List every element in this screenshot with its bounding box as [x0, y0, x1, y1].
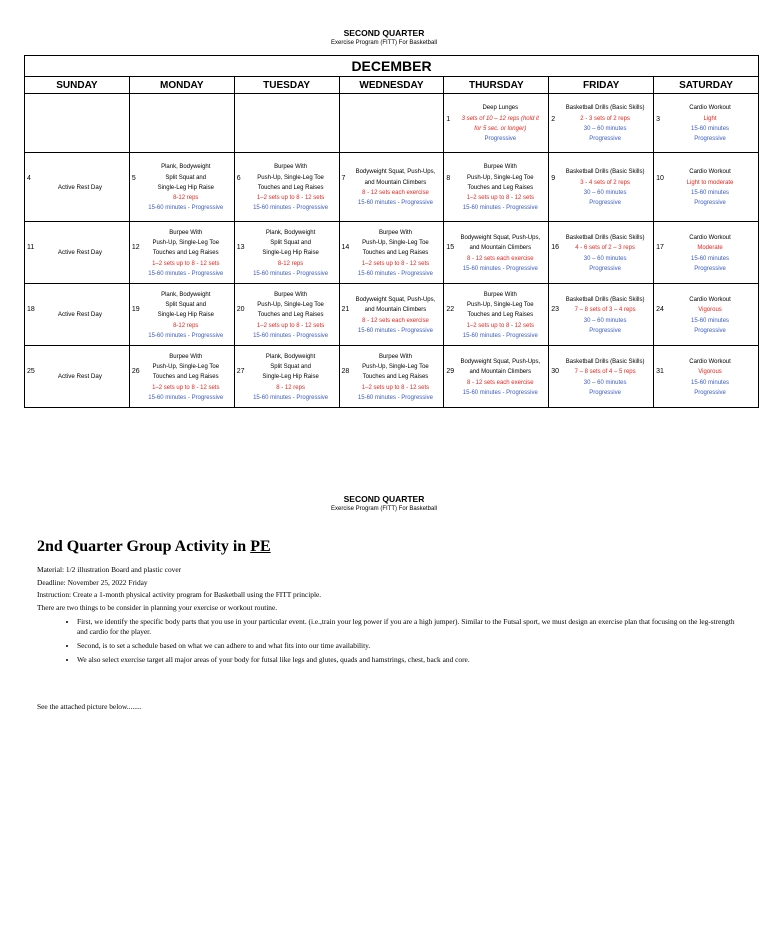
day-number: 5 [131, 175, 136, 182]
activity-line: Split Squat and [270, 240, 311, 247]
day-activity [130, 288, 234, 341]
day-activity [654, 165, 758, 208]
calendar-week-row [25, 346, 759, 408]
activity-line: 15-60 minutes - Progressive [357, 270, 433, 277]
activity-line: Light to moderate [686, 179, 734, 186]
activity-line: Plank, Bodyweight [265, 353, 316, 360]
activity-line: for 5 sec. or longer) [474, 126, 527, 132]
activity-line: Push-Up, Single-Leg Toe [257, 302, 324, 309]
rest-day-label: Active Rest Day [57, 373, 102, 380]
activity-line: Single-Leg Hip Raise [157, 184, 214, 191]
activity-line: 15-60 minutes - Progressive [253, 332, 329, 339]
day-activity [340, 226, 444, 279]
day-number: 10 [656, 175, 664, 182]
day-cell [444, 346, 549, 408]
day-number: 18 [27, 306, 35, 313]
day-number: 14 [341, 244, 350, 251]
weekday-header-monday: MONDAY [129, 77, 234, 94]
calendar-week-row [25, 222, 759, 284]
activity-line: Bodyweight Squat, Push-Ups, [460, 358, 541, 365]
activity-line: Progressive [589, 327, 621, 334]
day-activity [549, 293, 653, 336]
activity-line: Push-Up, Single-Leg Toe [152, 240, 220, 247]
day-activity [444, 288, 548, 341]
day-number: 8 [446, 175, 451, 182]
activity-line: Push-Up, Single-Leg Toe [257, 174, 324, 181]
weekday-header-row [25, 77, 759, 94]
activity-line: Cardio Workout [689, 105, 731, 112]
activity-line: 30 – 60 minutes [583, 190, 627, 196]
activity-line: Burpee With [274, 291, 308, 298]
activity-line: 3 sets of 10 – 12 reps (hold it [461, 115, 539, 122]
day-activity [130, 226, 234, 279]
day-number: 11 [27, 244, 35, 251]
activity-line: Push-Up, Single-Leg Toe [152, 364, 220, 371]
day-activity [549, 231, 653, 274]
activity-line: Push-Up, Single-Leg Toe [466, 174, 534, 181]
activity-line: 15-60 minutes [691, 317, 730, 324]
activity-line: Touches and Leg Raises [152, 250, 219, 257]
day-number: 19 [131, 306, 140, 313]
activity-line: 8 - 12 sets each exercise [362, 190, 429, 196]
day-activity [130, 160, 234, 213]
day-cell [654, 94, 759, 153]
header-title-2: SECOND QUARTER [343, 494, 425, 504]
weekday-header-sunday: SUNDAY [25, 77, 130, 94]
guideline-list [37, 617, 737, 665]
day-activity [444, 355, 548, 398]
day-cell [444, 153, 549, 222]
activity-line: Basketball Drills (Basic Skills) [565, 296, 645, 303]
activity-line: Plank, Bodyweight [161, 291, 211, 298]
activity-line: Progressive [694, 136, 726, 143]
intro-line: There are two things to be consider in planning your exercise or workout routine. [37, 602, 278, 612]
day-cell [129, 284, 234, 346]
activity-line: 30 – 60 minutes [583, 317, 627, 324]
guideline-item: • Second, is to set a schedule based on what we can adhere to and what fits into our time availability. [77, 641, 737, 651]
day-activity [130, 350, 234, 403]
day-cell [25, 346, 130, 408]
rest-day-label: Active Rest Day [57, 183, 102, 191]
activity-line: Burpee With [483, 164, 517, 171]
activity-line: 30 – 60 minutes [583, 255, 627, 262]
activity-line: 15-60 minutes - Progressive [462, 205, 538, 212]
day-number: 6 [236, 175, 241, 182]
activity-line: 15-60 minutes [691, 255, 730, 262]
day-number: 1 [446, 116, 451, 123]
header-title: SECOND QUARTER [343, 28, 425, 38]
activity-line: 8 - 12 sets each exercise [362, 317, 429, 324]
instruction-line: Instruction: Create a 1-month physical activity program for Basketball using the FITT principle. [37, 590, 322, 599]
activity-line: Single-Leg Hip Raise [157, 312, 214, 319]
day-activity [235, 160, 339, 213]
activity-line: 15-60 minutes - Progressive [462, 332, 538, 339]
day-cell [339, 346, 444, 408]
activity-line: Touches and Leg Raises [362, 374, 429, 381]
activity-line: Progressive [694, 327, 726, 334]
day-activity [340, 293, 444, 336]
day-cell [549, 94, 654, 153]
weekday-header-thursday: THURSDAY [444, 77, 549, 94]
activity-line: 15-60 minutes - Progressive [357, 394, 433, 401]
day-cell [549, 153, 654, 222]
day-cell [25, 94, 130, 153]
activity-line: 8-12 reps [277, 260, 304, 267]
day-activity [444, 101, 548, 144]
activity-line: Split Squat and [165, 174, 207, 181]
activity-line: 15-60 minutes - Progressive [253, 205, 329, 212]
calendar-weeks [25, 94, 759, 408]
activity-line: Touches and Leg Raises [257, 312, 324, 319]
day-activity [235, 350, 339, 403]
activity-line: 1–2 sets up to 8 - 12 sets [152, 260, 220, 267]
day-cell [339, 222, 444, 284]
day-cell [654, 346, 759, 408]
activity-line: Burpee With [483, 291, 517, 298]
activity-line: Push-Up, Single-Leg Toe [362, 364, 429, 371]
activity-line: Progressive [589, 200, 621, 207]
activity-line: Basketball Drills (Basic Skills) [565, 234, 645, 241]
activity-line: 1–2 sets up to 8 - 12 sets [361, 384, 430, 391]
day-activity [549, 165, 653, 208]
activity-line: 15-60 minutes [691, 190, 730, 196]
day-cell [234, 346, 339, 408]
activity-line: 15-60 minutes - Progressive [253, 394, 329, 401]
day-number: 15 [446, 244, 455, 251]
activity-line: 30 – 60 minutes [583, 379, 627, 386]
calendar-table [24, 55, 759, 408]
activity-line: Vigorous [698, 369, 722, 376]
activity-line: and Mountain Climbers [469, 245, 532, 252]
day-activity [549, 101, 653, 144]
activity-line: Single-Leg Hip Raise [262, 374, 319, 381]
day-cell [339, 284, 444, 346]
activity-line: 3 - 4 sets of 2 reps [580, 179, 630, 186]
activity-line: 1–2 sets up to 8 - 12 sets [466, 322, 534, 329]
day-number: 23 [551, 306, 560, 313]
day-number: 29 [446, 368, 455, 375]
day-number: 3 [656, 116, 660, 123]
activity-line: Touches and Leg Raises [467, 312, 534, 319]
day-cell [654, 153, 759, 222]
activity-line: Touches and Leg Raises [152, 374, 219, 381]
day-cell [25, 222, 130, 284]
day-cell [549, 222, 654, 284]
day-cell [654, 284, 759, 346]
day-activity [654, 101, 758, 144]
material-line: Material: 1/2 illustration Board and plastic cover [37, 565, 182, 574]
activity-line: Bodyweight Squat, Push-Ups, [355, 169, 436, 176]
activity-line: 8 - 12 sets each exercise [466, 379, 534, 386]
activity-line: 8 - 12 sets each exercise [466, 255, 534, 262]
day-cell [25, 153, 130, 222]
weekday-header-tuesday: TUESDAY [234, 77, 339, 94]
day-number: 7 [341, 175, 346, 182]
calendar-week-row [25, 284, 759, 346]
day-activity [654, 293, 758, 336]
activity-line: 8-12 reps [173, 322, 199, 329]
day-activity [340, 165, 444, 208]
day-number: 30 [551, 368, 560, 375]
activity-line: Progressive [484, 136, 517, 143]
activity-line: 15-60 minutes - Progressive [148, 394, 224, 401]
activity-line: Basketball Drills (Basic Skills) [565, 105, 645, 112]
activity-line: 15-60 minutes - Progressive [148, 270, 224, 277]
day-number: 16 [551, 244, 560, 251]
weekday-header-wednesday: WEDNESDAY [339, 77, 444, 94]
day-cell [339, 94, 444, 153]
activity-line: Progressive [589, 265, 621, 272]
day-cell [129, 346, 234, 408]
activity-line: 15-60 minutes - Progressive [357, 200, 433, 207]
activity-line: 2 - 3 sets of 2 reps [580, 115, 630, 122]
activity-line: 7 – 8 sets of 4 – 5 reps [574, 369, 636, 376]
deadline-line: Deadline: November 25, 2022 Friday [37, 577, 148, 587]
day-cell [25, 284, 130, 346]
activity-line: Moderate [697, 245, 723, 252]
day-number: 25 [27, 368, 35, 375]
day-activity [340, 350, 444, 403]
activity-line: Vigorous [698, 307, 722, 314]
day-activity [654, 355, 758, 398]
activity-line: Plank, Bodyweight [265, 229, 316, 236]
heading-pe: PE [250, 538, 271, 555]
activity-line: Burpee With [378, 353, 412, 360]
day-number: 4 [27, 175, 31, 182]
day-number: 24 [656, 306, 664, 313]
day-cell [129, 153, 234, 222]
activity-line: Burpee With [169, 353, 203, 360]
activity-line: Progressive [589, 389, 621, 396]
activity-line: Split Squat and [270, 364, 311, 371]
see-attached-text: See the attached picture below........ [37, 702, 142, 711]
day-cell [549, 284, 654, 346]
day-cell [444, 284, 549, 346]
activity-line: Basketball Drills (Basic Skills) [565, 169, 645, 176]
day-number: 13 [236, 244, 245, 251]
header-subtitle-2: Exercise Program (FITT) For Basketball [330, 506, 438, 512]
day-cell [339, 153, 444, 222]
activity-line: Push-Up, Single-Leg Toe [466, 302, 534, 309]
calendar-week-row [25, 94, 759, 153]
activity-line: Split Squat and [165, 302, 207, 309]
activity-line: 1–2 sets up to 8 - 12 sets [256, 322, 325, 329]
activity-line: and Mountain Climbers [469, 369, 532, 376]
day-cell [549, 346, 654, 408]
activity-line: 30 – 60 minutes [583, 126, 627, 132]
activity-line: Cardio Workout [689, 296, 731, 303]
day-cell [234, 153, 339, 222]
activity-line: Touches and Leg Raises [467, 184, 534, 191]
day-activity [235, 226, 339, 279]
activity-line: Single-Leg Hip Raise [262, 250, 319, 257]
activity-line: Burpee With [274, 164, 308, 171]
activity-line: 1–2 sets up to 8 - 12 sets [152, 384, 220, 391]
guideline-item: • We also select exercise target all major areas of your body for futsal like legs and glutes, quads and hamstrings, chest, back and core. [77, 655, 737, 665]
activity-line: Cardio Workout [689, 234, 731, 241]
day-number: 27 [236, 368, 245, 375]
activity-line: 1–2 sets up to 8 - 12 sets [361, 260, 430, 267]
activity-line: Deep Lunges [482, 105, 519, 112]
day-number: 12 [131, 244, 140, 251]
day-number: 20 [236, 306, 245, 313]
activity-line: Cardio Workout [689, 169, 731, 176]
day-activity [444, 160, 548, 213]
activity-line: 8 - 12 reps [276, 384, 305, 391]
guideline-item: • First, we identify the specific body parts that you use in your particular event. (i.e.,train your leg power if you are a high jumper). Similar to the Futsal sport, we must design an exercise plan that focusing on the leg-strength and cardio for the player. [77, 617, 737, 637]
day-number: 22 [446, 306, 455, 313]
day-number: 9 [551, 175, 556, 182]
activity-line: 4 - 6 sets of 2 – 3 reps [575, 245, 635, 252]
activity-line: and Mountain Climbers [364, 179, 427, 186]
heading-text: 2nd Quarter Group Activity in [37, 538, 251, 555]
activity-line: Plank, Bodyweight [161, 164, 211, 171]
day-cell [129, 222, 234, 284]
activity-line: 7 – 8 sets of 3 – 4 reps [574, 307, 636, 314]
activity-line: Bodyweight Squat, Push-Ups, [460, 234, 541, 241]
rest-day-label: Active Rest Day [57, 311, 102, 318]
activity-line: 15-60 minutes [691, 126, 730, 132]
activity-line: 15-60 minutes - Progressive [148, 205, 224, 212]
day-number: 28 [341, 368, 350, 375]
day-cell [444, 222, 549, 284]
activity-line: Light [703, 115, 717, 122]
day-activity [235, 288, 339, 341]
day-cell [129, 94, 234, 153]
activity-line: 15-60 minutes - Progressive [148, 332, 224, 339]
month-title: DECEMBER [25, 56, 759, 77]
day-number: 2 [551, 116, 556, 123]
activity-line: Touches and Leg Raises [362, 250, 429, 257]
day-cell [234, 222, 339, 284]
activity-document [37, 538, 737, 669]
activity-line: 15-60 minutes - Progressive [357, 327, 433, 334]
activity-line: Touches and Leg Raises [257, 184, 324, 191]
weekday-header-saturday: SATURDAY [654, 77, 759, 94]
header-subtitle: Exercise Program (FITT) For Basketball [330, 40, 438, 46]
activity-line: and Mountain Climbers [364, 307, 427, 314]
activity-line: 15-60 minutes - Progressive [462, 389, 538, 396]
activity-line: Progressive [694, 389, 726, 396]
day-cell [234, 284, 339, 346]
day-activity [654, 231, 758, 274]
day-cell [234, 94, 339, 153]
rest-day-label: Active Rest Day [57, 249, 102, 256]
day-activity [549, 355, 653, 398]
calendar-week-row [25, 153, 759, 222]
activity-line: Burpee With [169, 229, 203, 236]
page-header-top [0, 28, 768, 46]
activity-line: Bodyweight Squat, Push-Ups, [355, 296, 436, 303]
activity-line: 8-12 reps [173, 195, 199, 202]
activity-line: 1–2 sets up to 8 - 12 sets [466, 195, 534, 202]
day-cell [444, 94, 549, 153]
activity-line: Progressive [694, 265, 726, 272]
day-number: 31 [656, 368, 664, 375]
weekday-header-friday: FRIDAY [549, 77, 654, 94]
activity-line: Progressive [694, 200, 726, 207]
activity-line: Push-Up, Single-Leg Toe [362, 240, 429, 247]
day-number: 21 [341, 306, 350, 313]
page-header-bottom [0, 494, 768, 512]
activity-line: 15-60 minutes - Progressive [462, 265, 538, 272]
activity-line: Cardio Workout [689, 358, 731, 365]
day-cell [654, 222, 759, 284]
activity-line: 1–2 sets up to 8 - 12 sets [256, 195, 325, 202]
activity-line: 15-60 minutes - Progressive [253, 270, 329, 277]
activity-heading [37, 538, 737, 556]
activity-line: Progressive [589, 136, 621, 143]
activity-line: Basketball Drills (Basic Skills) [565, 358, 645, 365]
day-number: 17 [656, 244, 664, 251]
activity-line: 15-60 minutes [691, 379, 730, 386]
day-number: 26 [131, 368, 140, 375]
activity-line: Burpee With [378, 229, 412, 236]
day-activity [444, 231, 548, 274]
